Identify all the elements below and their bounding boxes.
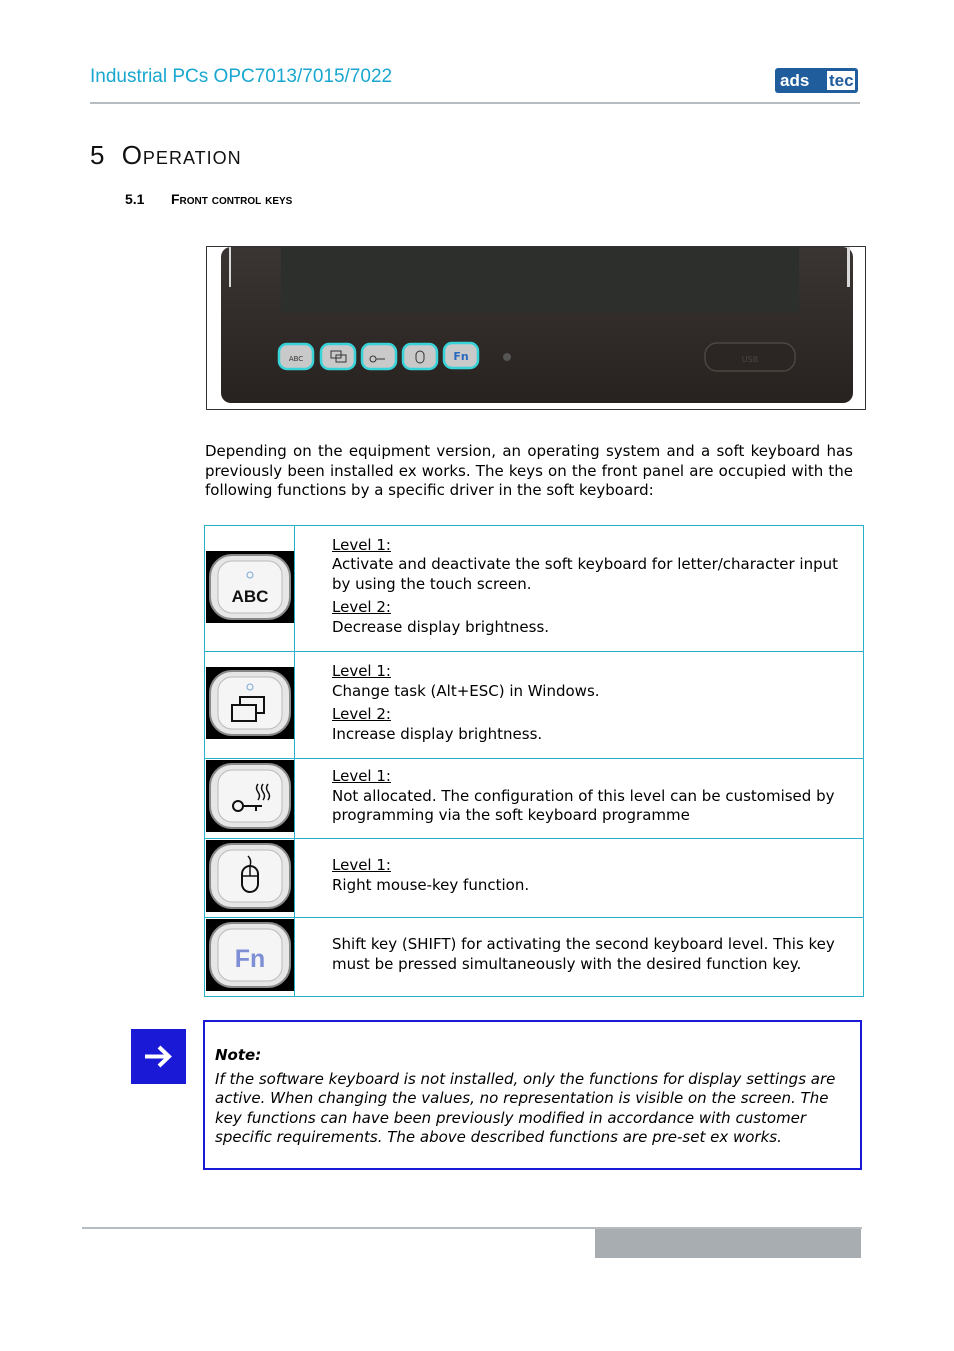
abc-key-icon [206, 551, 294, 623]
front-keys-row [279, 343, 478, 369]
mouse-key-icon [206, 840, 294, 912]
level-heading: Level 1: [332, 662, 391, 680]
ads-tec-logo [775, 68, 858, 93]
table-row [205, 759, 864, 839]
level-text: Not allocated. The configuration of this level can be customised by programming via the soft keyboard programme [332, 786, 835, 824]
level-text: Increase display brightness. [332, 724, 543, 743]
level-heading: Level 1: [332, 856, 391, 874]
footer-bar [595, 1229, 861, 1258]
section-heading [125, 191, 292, 207]
level-heading: Level 1: [332, 535, 391, 554]
section-title: Front control keys [171, 191, 293, 207]
key-icon-cell [205, 917, 295, 996]
table-row [205, 652, 864, 759]
key-icon-cell [205, 526, 295, 652]
key-description [295, 526, 864, 652]
key-icon-cell [205, 759, 295, 839]
front-panel-image [207, 247, 865, 409]
front-panel-photo [206, 246, 866, 410]
key-icon-cell [205, 838, 295, 917]
intro-paragraph: Depending on the equipment version, an operating system and a soft keyboard has previously been installed ex works. The keys on the front panel are occupied with the following functions by a specific driver in the soft keyboard: [205, 442, 853, 499]
note-title: Note: [215, 1046, 262, 1064]
key-description [295, 652, 864, 759]
abc-key-label: ABC [231, 586, 268, 606]
level-text: Activate and deactivate the soft keyboard for letter/character input by using the touch screen. [332, 555, 838, 593]
logo-right-text: tec [829, 71, 854, 90]
level-heading: Level 2: [332, 598, 391, 617]
key-icon-cell [205, 652, 295, 759]
fn-key-icon [206, 919, 294, 991]
table-row [205, 917, 864, 996]
note-text: If the software keyboard is not installed, only the functions for display settings are active. When changing the values, no representation is visible on the screen. The key functions can have been previously modified in accordance with customer specific requirements. The above described functions are pre-set ex works. [215, 1069, 836, 1146]
level-text: Shift key (SHIFT) for activating the second keyboard level. This key must be pressed simultaneously with the desired function key. [332, 935, 835, 973]
key-description [295, 917, 864, 996]
fn-key-label: Fn [234, 944, 265, 973]
header-title: Industrial PCs OPC7013/7015/7022 [90, 66, 393, 87]
front-keys-table [204, 525, 864, 997]
level-text: Change task (Alt+ESC) in Windows. [332, 681, 600, 700]
logo-left-text: ads [780, 71, 810, 90]
level-text: Decrease display brightness. [332, 617, 550, 636]
task-switch-key-icon [206, 667, 294, 739]
svg-text:USB: USB [741, 355, 759, 364]
level-text: Right mouse-key function. [332, 875, 530, 894]
section-number: 5.1 [125, 191, 145, 207]
level-heading: Level 1: [332, 767, 391, 785]
header-divider [90, 102, 860, 104]
level-heading: Level 2: [332, 705, 391, 723]
note-box [203, 1020, 862, 1170]
key-description [295, 759, 864, 839]
chapter-heading [90, 140, 242, 171]
arrow-right-icon [131, 1029, 186, 1084]
table-row [205, 838, 864, 917]
chapter-title: Operation [121, 140, 242, 170]
svg-text:ABC: ABC [288, 355, 304, 363]
key-description [295, 838, 864, 917]
table-row [205, 526, 864, 652]
custom-key-icon [206, 760, 294, 832]
chapter-number: 5 [90, 140, 106, 170]
svg-text:Fn: Fn [453, 350, 469, 363]
